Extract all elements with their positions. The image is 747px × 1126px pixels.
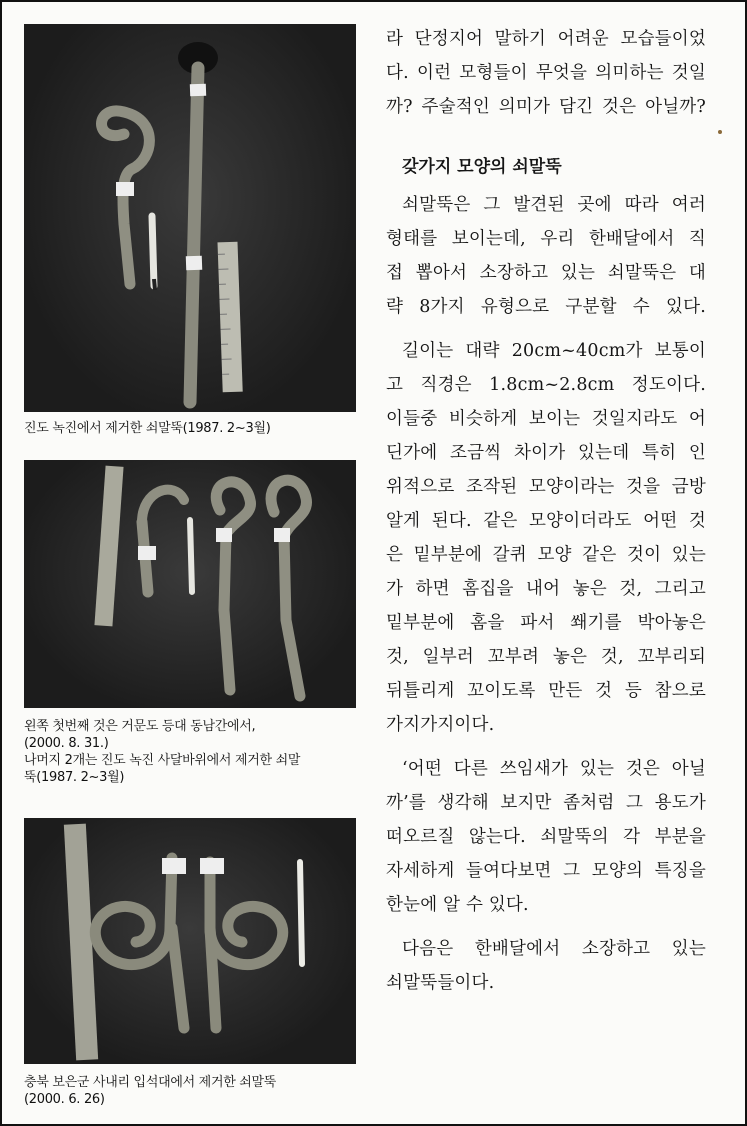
text-line: 한눈에 알 수 있다. xyxy=(386,895,529,915)
photo-iron-stakes-boeun xyxy=(24,818,356,1064)
caption-line: 진도 녹진에서 제거한 쇠말뚝(1987. 2~3월) xyxy=(24,421,271,436)
photo3-caption xyxy=(24,1074,364,1108)
text-line: 형태를 보이는데, 우리 한배달에서 직 xyxy=(386,229,706,249)
text-line: 다. 이런 모형들이 무엇을 의미하는 것일 xyxy=(386,63,706,83)
photo1-illustration xyxy=(24,24,356,412)
caption-line: 충북 보은군 사내리 입석대에서 제거한 쇠말뚝 xyxy=(24,1075,277,1090)
caption-line: 뚝(1987. 2~3월) xyxy=(24,770,125,785)
decorative-dot xyxy=(718,130,722,134)
photo-iron-stakes-geomundo-jindo xyxy=(24,460,356,708)
photo2-illustration xyxy=(24,460,356,708)
photo3-illustration xyxy=(24,818,356,1064)
photo2-caption xyxy=(24,718,364,786)
text-line: 길이는 대략 20cm~40cm가 보통이 xyxy=(402,341,706,361)
text-line: 가 하면 홈집을 내어 놓은 것, 그리고 xyxy=(386,579,706,599)
text-line: 떠오르질 않는다. 쇠말뚝의 각 부분을 xyxy=(386,827,706,847)
text-line: 이들중 비슷하게 보이는 것일지라도 어 xyxy=(386,409,706,429)
caption-line: 왼쪽 첫번째 것은 거문도 등대 동남간에서, xyxy=(24,719,256,734)
photo-iron-stakes-jindo-1 xyxy=(24,24,356,412)
text-line: 알게 된다. 같은 모양이더라도 어떤 것 xyxy=(386,511,706,531)
text-line: 밑부분에 홈을 파서 쐐기를 박아놓은 xyxy=(386,613,706,633)
body-text-column xyxy=(386,22,706,1000)
caption-line: (2000. 8. 31.) xyxy=(24,736,109,751)
photo1-caption xyxy=(24,420,364,437)
text-line: 쇠말뚝은 그 발견된 곳에 따라 여러 xyxy=(402,195,706,215)
text-line: ‘어떤 다른 쓰임새가 있는 것은 아닐 xyxy=(402,759,706,779)
text-line: 까? 주술적인 의미가 담긴 것은 아닐까? xyxy=(386,97,706,117)
text-line: 위적으로 조작된 모양이라는 것을 금방 xyxy=(386,477,706,497)
text-line: 까’를 생각해 보지만 좀처럼 그 용도가 xyxy=(386,793,706,813)
text-line: 략 8가지 유형으로 구분할 수 있다. xyxy=(386,297,706,317)
text-line: 자세하게 들여다보면 그 모양의 특징을 xyxy=(386,861,706,881)
text-line: 쇠말뚝들이다. xyxy=(386,973,495,993)
text-line: 은 밑부분에 갈퀴 모양 같은 것이 있는 xyxy=(386,545,706,565)
text-line: 딘가에 조금씩 차이가 있는데 특히 인 xyxy=(386,443,706,463)
text-line: 고 직경은 1.8cm~2.8cm 정도이다. xyxy=(386,375,706,395)
text-line: 가지가지이다. xyxy=(386,715,495,735)
text-line: 다음은 한배달에서 소장하고 있는 xyxy=(402,939,706,959)
section-heading: 갖가지 모양의 쇠말뚝 xyxy=(402,157,562,177)
text-line: 라 단정지어 말하기 어려운 모습들이었 xyxy=(386,29,706,49)
caption-line: (2000. 6. 26) xyxy=(24,1092,105,1107)
caption-line: 나머지 2개는 진도 녹진 사달바위에서 제거한 쇠말 xyxy=(24,753,301,768)
text-line: 접 뽑아서 소장하고 있는 쇠말뚝은 대 xyxy=(386,263,706,283)
text-line: 뒤틀리게 꼬이도록 만든 것 등 참으로 xyxy=(386,681,706,701)
text-line: 것, 일부러 꼬부려 놓은 것, 꼬부리되 xyxy=(386,647,706,667)
